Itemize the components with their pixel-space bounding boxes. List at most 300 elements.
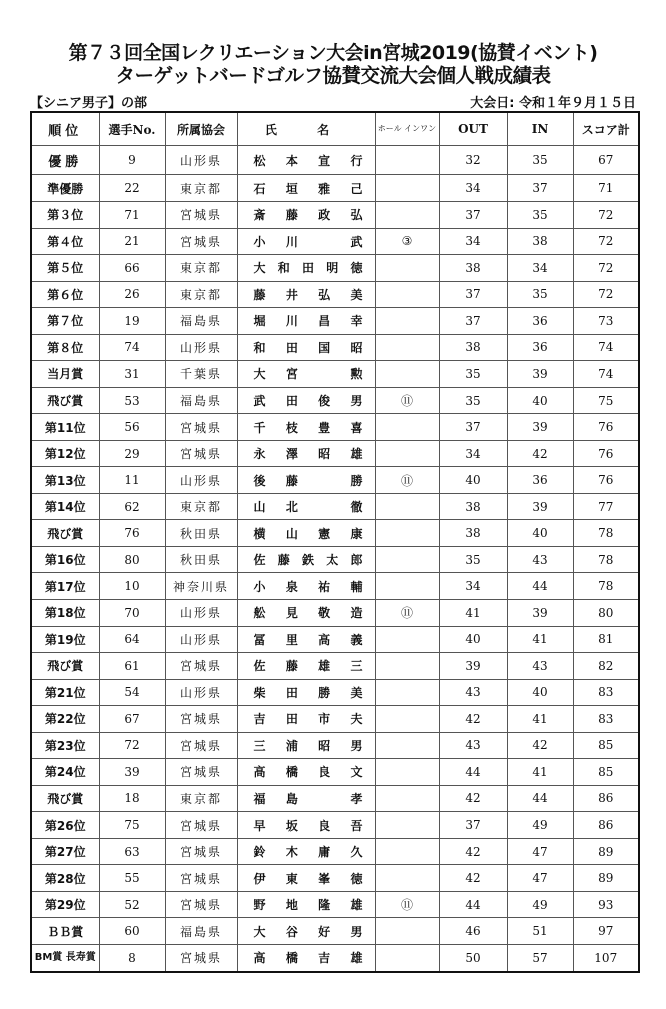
rank-cell: 飛び賞 xyxy=(31,653,99,680)
hole-in-one-cell xyxy=(375,812,439,839)
rank-cell: 第21位 xyxy=(31,679,99,706)
division-label: 【シニア男子】の部 xyxy=(30,96,148,111)
total-score-cell: 89 xyxy=(573,865,639,892)
in-score-cell: 49 xyxy=(507,891,573,918)
player-name-text: 高 橋 良 文 xyxy=(253,765,363,780)
in-score-cell: 41 xyxy=(507,706,573,733)
col-header-name: 氏 名 xyxy=(237,112,375,146)
table-row xyxy=(31,626,639,653)
table-row xyxy=(31,440,639,467)
player-name-cell xyxy=(237,546,375,573)
player-no-cell: 29 xyxy=(99,440,165,467)
table-row xyxy=(31,520,639,547)
player-name-cell xyxy=(237,679,375,706)
in-score-cell: 35 xyxy=(507,281,573,308)
rank-cell: 第８位 xyxy=(31,334,99,361)
player-name-text: 佐 藤 鉄 太 郎 xyxy=(253,553,363,568)
rank-cell: 第７位 xyxy=(31,308,99,335)
player-name-text: 伊 東 峯 徳 xyxy=(253,871,363,886)
player-no-cell: 53 xyxy=(99,387,165,414)
hole-in-one-cell xyxy=(375,944,439,972)
in-score-cell: 38 xyxy=(507,228,573,255)
player-name-text: 吉 田 市 夫 xyxy=(253,712,363,727)
association-cell: 宮城県 xyxy=(165,228,237,255)
player-no-cell: 63 xyxy=(99,838,165,865)
in-score-cell: 37 xyxy=(507,175,573,202)
player-name-text: 柴 田 勝 美 xyxy=(253,685,363,700)
table-row xyxy=(31,573,639,600)
association-cell: 福島県 xyxy=(165,387,237,414)
association-cell: 宮城県 xyxy=(165,838,237,865)
player-no-cell: 64 xyxy=(99,626,165,653)
association-cell: 東京都 xyxy=(165,175,237,202)
association-cell: 東京都 xyxy=(165,255,237,282)
out-score-cell: 50 xyxy=(439,944,507,972)
total-score-cell: 83 xyxy=(573,706,639,733)
col-header-total: スコア計 xyxy=(573,112,639,146)
player-name-text: 和 田 国 昭 xyxy=(253,340,363,355)
in-score-cell: 40 xyxy=(507,679,573,706)
hole-in-one-cell xyxy=(375,653,439,680)
title-line-2: ターゲットバードゴルフ協賛交流大会個人戦成績表 xyxy=(115,64,551,87)
association-cell: 宮城県 xyxy=(165,759,237,786)
in-score-cell: 39 xyxy=(507,414,573,441)
player-name-cell xyxy=(237,255,375,282)
total-score-cell: 78 xyxy=(573,573,639,600)
player-name-text: 野 地 隆 雄 xyxy=(253,898,363,913)
hole-in-one-cell xyxy=(375,838,439,865)
association-cell: 山形県 xyxy=(165,146,237,175)
rank-cell: 第６位 xyxy=(31,281,99,308)
in-score-cell: 36 xyxy=(507,334,573,361)
rank-cell: 当月賞 xyxy=(31,361,99,388)
association-cell: 宮城県 xyxy=(165,865,237,892)
hole-in-one-cell xyxy=(375,785,439,812)
association-cell: 宮城県 xyxy=(165,944,237,972)
table-row xyxy=(31,228,639,255)
out-score-cell: 37 xyxy=(439,202,507,229)
player-name-text: 藤 井 弘 美 xyxy=(253,287,363,302)
out-score-cell: 42 xyxy=(439,785,507,812)
hole-in-one-cell xyxy=(375,546,439,573)
association-cell: 宮城県 xyxy=(165,202,237,229)
association-cell: 宮城県 xyxy=(165,732,237,759)
player-no-cell: 72 xyxy=(99,732,165,759)
table-row xyxy=(31,387,639,414)
in-score-cell: 47 xyxy=(507,838,573,865)
in-score-cell: 41 xyxy=(507,759,573,786)
player-name-text: 冨 里 高 義 xyxy=(253,632,363,647)
player-name-cell xyxy=(237,467,375,494)
table-row xyxy=(31,546,639,573)
hole-in-one-cell xyxy=(375,626,439,653)
rank-cell: 第14位 xyxy=(31,493,99,520)
header-row xyxy=(31,112,639,146)
player-no-cell: 21 xyxy=(99,228,165,255)
in-score-cell: 40 xyxy=(507,387,573,414)
player-no-cell: 54 xyxy=(99,679,165,706)
player-name-cell xyxy=(237,785,375,812)
player-name-cell xyxy=(237,175,375,202)
player-name-text: 後 藤 勝 xyxy=(253,473,363,488)
out-score-cell: 37 xyxy=(439,281,507,308)
table-row xyxy=(31,838,639,865)
player-no-cell: 71 xyxy=(99,202,165,229)
player-no-cell: 76 xyxy=(99,520,165,547)
total-score-cell: 83 xyxy=(573,679,639,706)
table-row xyxy=(31,281,639,308)
player-no-cell: 10 xyxy=(99,573,165,600)
table-row xyxy=(31,493,639,520)
player-name-text: 高 橋 吉 雄 xyxy=(253,951,363,966)
out-score-cell: 34 xyxy=(439,440,507,467)
total-score-cell: 86 xyxy=(573,812,639,839)
in-score-cell: 35 xyxy=(507,202,573,229)
player-no-cell: 26 xyxy=(99,281,165,308)
rank-cell: 第27位 xyxy=(31,838,99,865)
out-score-cell: 43 xyxy=(439,732,507,759)
association-cell: 宮城県 xyxy=(165,414,237,441)
rank-cell: 飛び賞 xyxy=(31,387,99,414)
rank-cell: 第12位 xyxy=(31,440,99,467)
association-cell: 宮城県 xyxy=(165,891,237,918)
hole-in-one-cell xyxy=(375,865,439,892)
table-row xyxy=(31,759,639,786)
player-name-cell xyxy=(237,812,375,839)
hole-in-one-cell xyxy=(375,202,439,229)
total-score-cell: 85 xyxy=(573,759,639,786)
in-score-cell: 39 xyxy=(507,493,573,520)
total-score-cell: 85 xyxy=(573,732,639,759)
hole-in-one-cell xyxy=(375,361,439,388)
table-row xyxy=(31,891,639,918)
in-score-cell: 40 xyxy=(507,520,573,547)
player-name-cell xyxy=(237,414,375,441)
total-score-cell: 72 xyxy=(573,202,639,229)
total-score-cell: 77 xyxy=(573,493,639,520)
hole-in-one-cell xyxy=(375,440,439,467)
rank-cell: 準優勝 xyxy=(31,175,99,202)
player-no-cell: 52 xyxy=(99,891,165,918)
association-cell: 山形県 xyxy=(165,626,237,653)
rank-cell: 第３位 xyxy=(31,202,99,229)
rank-cell: 飛び賞 xyxy=(31,520,99,547)
out-score-cell: 44 xyxy=(439,759,507,786)
table-row xyxy=(31,414,639,441)
player-no-cell: 61 xyxy=(99,653,165,680)
player-no-cell: 56 xyxy=(99,414,165,441)
hole-in-one-cell: ⑪ xyxy=(375,599,439,626)
association-cell: 宮城県 xyxy=(165,440,237,467)
total-score-cell: 89 xyxy=(573,838,639,865)
hole-in-one-cell: ⑪ xyxy=(375,467,439,494)
rank-cell: 飛び賞 xyxy=(31,785,99,812)
player-name-cell xyxy=(237,308,375,335)
rank-cell: 第22位 xyxy=(31,706,99,733)
hole-in-one-cell xyxy=(375,334,439,361)
table-row xyxy=(31,918,639,945)
rank-cell: 第13位 xyxy=(31,467,99,494)
rank-cell: 第24位 xyxy=(31,759,99,786)
player-name-text: 早 坂 良 吾 xyxy=(253,818,363,833)
player-no-cell: 8 xyxy=(99,944,165,972)
col-header-player-no: 選手No. xyxy=(99,112,165,146)
player-no-cell: 39 xyxy=(99,759,165,786)
association-cell: 山形県 xyxy=(165,467,237,494)
rank-cell: 優勝 xyxy=(31,146,99,175)
player-name-cell xyxy=(237,493,375,520)
association-cell: 東京都 xyxy=(165,785,237,812)
in-score-cell: 44 xyxy=(507,785,573,812)
player-name-text: 松 本 宣 行 xyxy=(253,153,363,168)
player-name-cell xyxy=(237,573,375,600)
association-cell: 秋田県 xyxy=(165,546,237,573)
association-cell: 福島県 xyxy=(165,918,237,945)
hole-in-one-cell xyxy=(375,281,439,308)
table-row xyxy=(31,146,639,175)
player-no-cell: 18 xyxy=(99,785,165,812)
rank-cell: 第29位 xyxy=(31,891,99,918)
total-score-cell: 97 xyxy=(573,918,639,945)
player-name-cell xyxy=(237,334,375,361)
in-score-cell: 43 xyxy=(507,546,573,573)
player-no-cell: 67 xyxy=(99,706,165,733)
col-header-hole-in-one: ホール インワン xyxy=(375,112,439,146)
association-cell: 宮城県 xyxy=(165,706,237,733)
association-cell: 山形県 xyxy=(165,679,237,706)
association-cell: 秋田県 xyxy=(165,520,237,547)
total-score-cell: 80 xyxy=(573,599,639,626)
in-score-cell: 41 xyxy=(507,626,573,653)
hole-in-one-cell xyxy=(375,520,439,547)
out-score-cell: 37 xyxy=(439,414,507,441)
in-score-cell: 42 xyxy=(507,440,573,467)
total-score-cell: 78 xyxy=(573,520,639,547)
total-score-cell: 73 xyxy=(573,308,639,335)
player-name-text: 舩 見 敬 造 xyxy=(253,606,363,621)
rank-cell: 第４位 xyxy=(31,228,99,255)
player-name-text: 小 川 武 xyxy=(253,234,363,249)
rank-cell: ＢＢ賞 xyxy=(31,918,99,945)
hole-in-one-cell: ⑪ xyxy=(375,387,439,414)
hole-in-one-cell xyxy=(375,308,439,335)
player-name-cell xyxy=(237,281,375,308)
out-score-cell: 38 xyxy=(439,520,507,547)
player-name-text: 小 泉 祐 輔 xyxy=(253,579,363,594)
out-score-cell: 38 xyxy=(439,255,507,282)
in-score-cell: 36 xyxy=(507,308,573,335)
player-name-cell xyxy=(237,228,375,255)
rank-cell: 第５位 xyxy=(31,255,99,282)
rank-cell: 第17位 xyxy=(31,573,99,600)
player-name-cell xyxy=(237,918,375,945)
hole-in-one-cell xyxy=(375,175,439,202)
player-no-cell: 80 xyxy=(99,546,165,573)
table-row xyxy=(31,255,639,282)
out-score-cell: 37 xyxy=(439,812,507,839)
hole-in-one-cell xyxy=(375,732,439,759)
hole-in-one-cell xyxy=(375,255,439,282)
player-no-cell: 55 xyxy=(99,865,165,892)
out-score-cell: 34 xyxy=(439,573,507,600)
event-date: 大会日: 令和１年９月１５日 xyxy=(470,96,636,111)
results-body xyxy=(31,146,639,973)
hole-in-one-cell xyxy=(375,918,439,945)
player-name-cell xyxy=(237,599,375,626)
rank-cell: 第19位 xyxy=(31,626,99,653)
association-cell: 福島県 xyxy=(165,308,237,335)
total-score-cell: 82 xyxy=(573,653,639,680)
out-score-cell: 35 xyxy=(439,546,507,573)
player-name-text: 佐 藤 雄 三 xyxy=(253,659,363,674)
out-score-cell: 34 xyxy=(439,175,507,202)
rank-cell: 第28位 xyxy=(31,865,99,892)
rank-cell: 第23位 xyxy=(31,732,99,759)
table-row xyxy=(31,812,639,839)
total-score-cell: 72 xyxy=(573,281,639,308)
in-score-cell: 47 xyxy=(507,865,573,892)
player-name-text: 斎 藤 政 弘 xyxy=(253,208,363,223)
hole-in-one-cell xyxy=(375,493,439,520)
total-score-cell: 107 xyxy=(573,944,639,972)
player-name-cell xyxy=(237,146,375,175)
rank-cell: 第16位 xyxy=(31,546,99,573)
out-score-cell: 35 xyxy=(439,387,507,414)
player-name-cell xyxy=(237,626,375,653)
association-cell: 宮城県 xyxy=(165,653,237,680)
player-name-text: 大 和 田 明 徳 xyxy=(253,261,363,276)
player-no-cell: 74 xyxy=(99,334,165,361)
player-no-cell: 70 xyxy=(99,599,165,626)
table-row xyxy=(31,308,639,335)
total-score-cell: 72 xyxy=(573,255,639,282)
player-name-cell xyxy=(237,706,375,733)
table-row xyxy=(31,334,639,361)
in-score-cell: 57 xyxy=(507,944,573,972)
association-cell: 東京都 xyxy=(165,281,237,308)
player-name-text: 鈴 木 庸 久 xyxy=(253,845,363,860)
association-cell: 東京都 xyxy=(165,493,237,520)
total-score-cell: 81 xyxy=(573,626,639,653)
table-row xyxy=(31,653,639,680)
player-name-cell xyxy=(237,202,375,229)
player-name-cell xyxy=(237,361,375,388)
player-name-text: 石 垣 雅 己 xyxy=(253,181,363,196)
player-name-cell xyxy=(237,520,375,547)
player-name-cell xyxy=(237,865,375,892)
rank-cell: BM賞 長寿賞 xyxy=(31,944,99,972)
in-score-cell: 39 xyxy=(507,361,573,388)
title-line-1: 第７３回全国レクリエーション大会in宮城2019(協賛イベント) xyxy=(68,42,598,64)
total-score-cell: 76 xyxy=(573,467,639,494)
in-score-cell: 51 xyxy=(507,918,573,945)
total-score-cell: 93 xyxy=(573,891,639,918)
association-cell: 山形県 xyxy=(165,599,237,626)
out-score-cell: 38 xyxy=(439,334,507,361)
results-table xyxy=(30,111,640,973)
out-score-cell: 40 xyxy=(439,626,507,653)
out-score-cell: 32 xyxy=(439,146,507,175)
player-name-cell xyxy=(237,653,375,680)
player-name-cell xyxy=(237,944,375,972)
player-no-cell: 19 xyxy=(99,308,165,335)
table-row xyxy=(31,361,639,388)
col-header-rank: 順位 xyxy=(31,112,99,146)
table-row xyxy=(31,865,639,892)
out-score-cell: 35 xyxy=(439,361,507,388)
table-row xyxy=(31,944,639,972)
player-name-text: 堀 川 昌 幸 xyxy=(253,314,363,329)
out-score-cell: 46 xyxy=(439,918,507,945)
table-row xyxy=(31,202,639,229)
out-score-cell: 42 xyxy=(439,706,507,733)
player-name-text: 横 山 憲 康 xyxy=(253,526,363,541)
out-score-cell: 41 xyxy=(439,599,507,626)
table-row xyxy=(31,679,639,706)
player-name-text: 永 澤 昭 雄 xyxy=(253,447,363,462)
out-score-cell: 38 xyxy=(439,493,507,520)
association-cell: 神奈川県 xyxy=(165,573,237,600)
table-row xyxy=(31,467,639,494)
in-score-cell: 34 xyxy=(507,255,573,282)
player-no-cell: 31 xyxy=(99,361,165,388)
out-score-cell: 37 xyxy=(439,308,507,335)
in-score-cell: 44 xyxy=(507,573,573,600)
hole-in-one-cell xyxy=(375,759,439,786)
out-score-cell: 34 xyxy=(439,228,507,255)
total-score-cell: 71 xyxy=(573,175,639,202)
player-no-cell: 66 xyxy=(99,255,165,282)
out-score-cell: 39 xyxy=(439,653,507,680)
in-score-cell: 43 xyxy=(507,653,573,680)
total-score-cell: 86 xyxy=(573,785,639,812)
total-score-cell: 78 xyxy=(573,546,639,573)
total-score-cell: 74 xyxy=(573,334,639,361)
player-name-cell xyxy=(237,838,375,865)
hole-in-one-cell xyxy=(375,146,439,175)
col-header-in: IN xyxy=(507,112,573,146)
table-row xyxy=(31,175,639,202)
out-score-cell: 40 xyxy=(439,467,507,494)
total-score-cell: 67 xyxy=(573,146,639,175)
association-cell: 山形県 xyxy=(165,334,237,361)
table-row xyxy=(31,599,639,626)
player-no-cell: 75 xyxy=(99,812,165,839)
out-score-cell: 42 xyxy=(439,838,507,865)
in-score-cell: 49 xyxy=(507,812,573,839)
player-name-text: 大 谷 好 男 xyxy=(253,924,363,939)
out-score-cell: 43 xyxy=(439,679,507,706)
player-name-cell xyxy=(237,732,375,759)
player-name-text: 大 宮 勲 xyxy=(253,367,363,382)
player-name-text: 福 島 孝 xyxy=(253,791,363,806)
player-name-cell xyxy=(237,440,375,467)
col-header-out: OUT xyxy=(439,112,507,146)
player-name-cell xyxy=(237,387,375,414)
player-name-cell xyxy=(237,759,375,786)
table-row xyxy=(31,706,639,733)
player-name-cell xyxy=(237,891,375,918)
total-score-cell: 76 xyxy=(573,414,639,441)
player-no-cell: 60 xyxy=(99,918,165,945)
total-score-cell: 75 xyxy=(573,387,639,414)
hole-in-one-cell xyxy=(375,679,439,706)
table-row xyxy=(31,732,639,759)
rank-cell: 第18位 xyxy=(31,599,99,626)
player-no-cell: 11 xyxy=(99,467,165,494)
player-no-cell: 62 xyxy=(99,493,165,520)
rank-cell: 第11位 xyxy=(31,414,99,441)
